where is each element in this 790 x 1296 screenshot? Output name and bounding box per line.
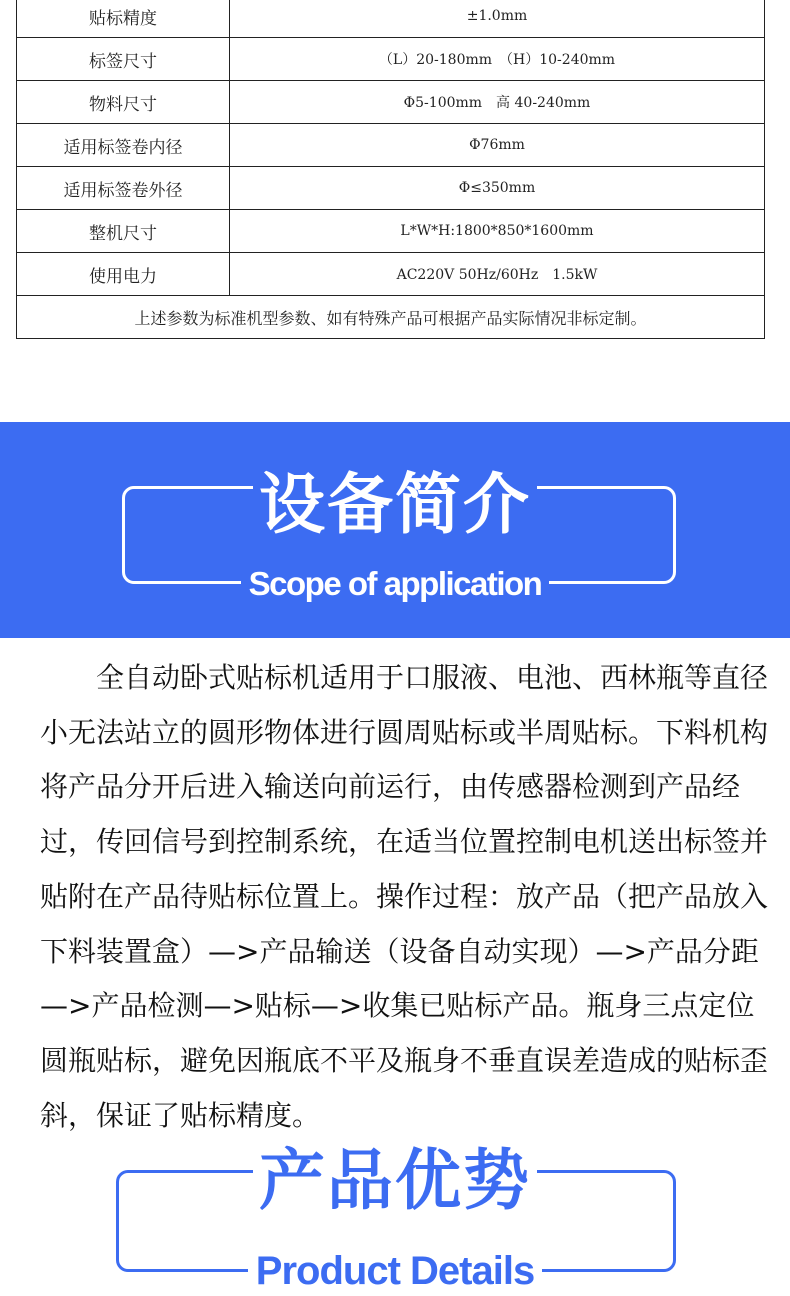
advantage-title: 产品优势: [253, 1140, 537, 1222]
spec-table: [16, 0, 765, 339]
table-note: 上述参数为标准机型参数、如有特殊产品可根据产品实际情况非标定制。: [17, 296, 765, 339]
table-row: [17, 167, 765, 210]
table-row: [17, 253, 765, 296]
banner-subtitle-wrap: [0, 562, 790, 606]
spec-value: AC220V 50Hz/60Hz 1.5kW: [230, 253, 765, 296]
table-row: [17, 210, 765, 253]
spec-key: 贴标精度: [17, 0, 230, 38]
table-row: [17, 124, 765, 167]
description-paragraph: 全自动卧式贴标机适用于口服液、电池、西林瓶等直径小无法站立的圆形物体进行圆周贴标或半周贴标。下料机构将产品分开后进入输送向前运行，由传感器检测到产品经过，传回信号到控制系统，在适当位置控制电机送出标签并贴附在产品待贴标位置上。操作过程：放产品（把产品放入下料装置盒）—>产品输送（设备自动实现）—>产品分距—>产品检测—>贴标—>收集已贴标产品。瓶身三点定位圆瓶贴标，避免因瓶底不平及瓶身不垂直误差造成的贴标歪斜，保证了贴标精度。: [40, 661, 769, 1132]
banner-subtitle: Scope of application: [241, 562, 550, 606]
spec-value: Φ76mm: [230, 124, 765, 167]
advantage-subtitle: Product Details: [248, 1246, 542, 1296]
spec-key: 物料尺寸: [17, 81, 230, 124]
spec-value: Φ≤350mm: [230, 167, 765, 210]
advantage-title-wrap: [0, 1140, 790, 1222]
advantage-header: [0, 1140, 790, 1293]
table-row: [17, 38, 765, 81]
table-note-row: [17, 296, 765, 339]
spec-key: 标签尺寸: [17, 38, 230, 81]
spec-key: 使用电力: [17, 253, 230, 296]
spec-key: 适用标签卷内径: [17, 124, 230, 167]
intro-banner: [0, 422, 790, 638]
spec-value: （L）20-180mm （H）10-240mm: [230, 38, 765, 81]
table-row: [17, 81, 765, 124]
advantage-subtitle-wrap: [0, 1246, 790, 1296]
spec-value: Φ5-100mm 高 40-240mm: [230, 81, 765, 124]
spec-key: 适用标签卷外径: [17, 167, 230, 210]
spec-value: ±1.0mm: [230, 0, 765, 38]
table-row: [17, 0, 765, 38]
banner-title: 设备简介: [253, 462, 537, 548]
banner-title-wrap: [0, 462, 790, 548]
spec-value: L*W*H:1800*850*1600mm: [230, 210, 765, 253]
spec-key: 整机尺寸: [17, 210, 230, 253]
